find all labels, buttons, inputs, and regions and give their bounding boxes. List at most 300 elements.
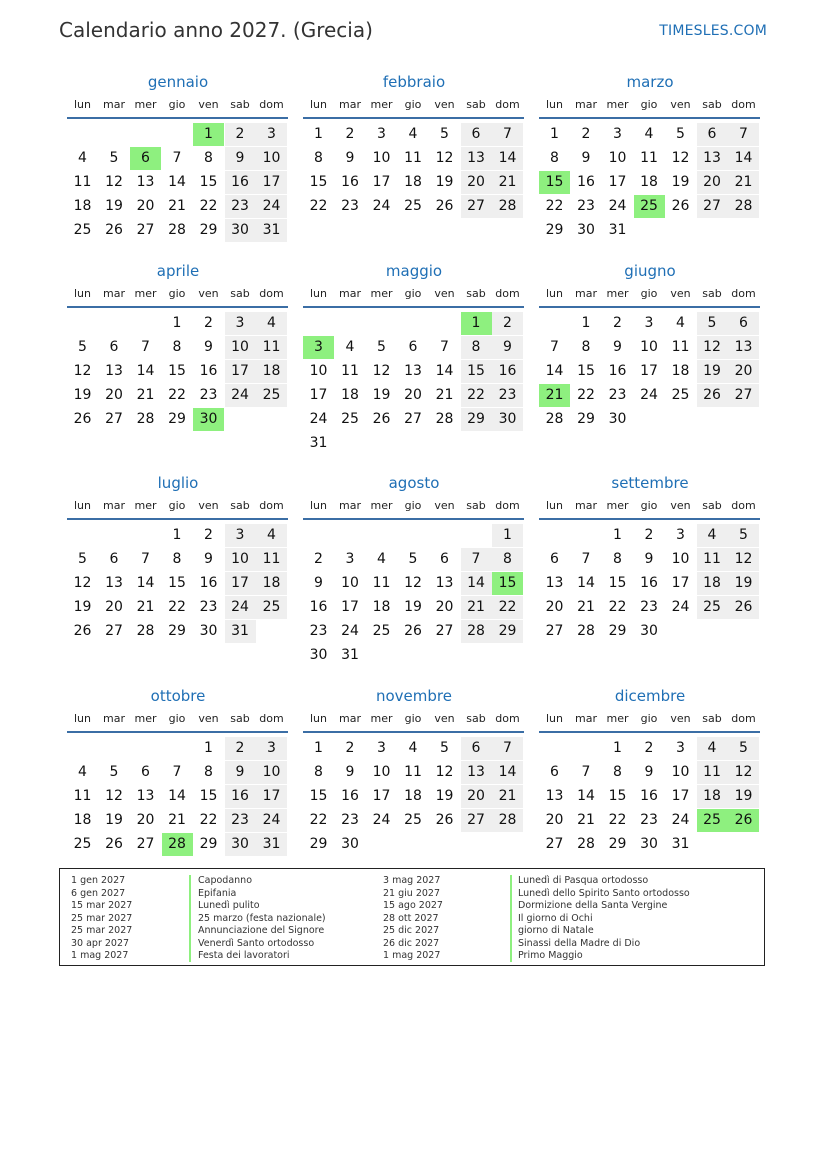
day-cell: 16 [199,363,218,379]
day-cell: 25 [404,812,422,828]
weekday-header: mar [575,287,597,300]
day-cell: 1 [613,527,622,543]
weekday-header: sab [230,98,250,111]
weekday-header: mar [339,712,361,725]
day-cell: 28 [728,195,759,218]
day-cell: 25 [341,411,359,427]
legend-name: giorno di Natale [518,925,594,936]
day-cell: 19 [404,599,422,615]
day-cell: 19 [372,387,391,403]
legend-date: 26 dic 2027 [383,937,440,949]
day-cell: 16 [225,171,256,194]
day-cell: 5 [109,150,119,166]
day-cell: 22 [492,596,523,619]
day-cell: 2 [345,740,355,756]
legend-name: Lunedì dello Spirito Santo ortodosso [518,887,690,899]
day-cell: 12 [372,363,391,379]
day-cell: 1 [550,126,559,142]
day-cell: 1 [314,126,323,142]
day-cell: 14 [492,761,523,784]
day-cell: 20 [136,812,155,828]
day-cell: 8 [204,150,213,166]
weekday-header: lun [74,98,91,111]
holiday-legend [59,868,765,966]
weekday-header: lun [74,712,91,725]
day-cell: 21 [492,785,523,808]
legend-name: 25 marzo (festa nazionale) [198,912,326,924]
weekday-header: mer [134,499,157,512]
day-cell: 6 [461,123,492,146]
page-title: Calendario anno 2027. (Grecia) [59,18,373,42]
weekday-header: mer [606,712,629,725]
day-cell: 7 [461,548,492,571]
day-cell: 15 [608,575,627,591]
weekday-header: sab [230,712,250,725]
day-cell: 27 [545,623,564,639]
day-cell: 23 [199,387,218,403]
month-header-rule [539,731,760,733]
day-cell: 6 [550,551,559,567]
day-cell: 21 [577,812,595,828]
month-name: dicembre [614,687,686,705]
day-cell: 9 [314,575,323,591]
day-cell: 2 [225,737,256,760]
weekday-header: ven [434,712,455,725]
day-cell: 28 [492,195,523,218]
weekday-header: dom [495,712,520,725]
weekday-header: mer [606,287,629,300]
day-cell: 11 [372,575,391,591]
holiday-day-cell: 15 [539,171,570,194]
day-cell: 3 [225,312,256,335]
day-cell: 31 [256,219,287,242]
weekday-header: dom [259,98,284,111]
day-cell: 9 [644,551,654,567]
weekday-header: lun [310,287,327,300]
weekday-header: gio [640,712,658,725]
day-cell: 25 [697,596,728,619]
day-cell: 16 [640,788,658,804]
holiday-day-cell: 3 [303,336,334,359]
day-cell: 13 [545,788,564,804]
weekday-header: gio [168,499,186,512]
day-cell: 23 [577,198,595,214]
day-cell: 8 [172,339,182,355]
legend-date: 6 gen 2027 [71,887,126,899]
month-header-rule [67,731,288,733]
day-cell: 11 [640,150,658,166]
day-cell: 29 [545,222,564,238]
month-name: agosto [388,474,440,492]
day-cell: 15 [168,575,186,591]
day-cell: 9 [225,761,256,784]
day-cell: 17 [372,788,391,804]
day-cell: 8 [550,150,559,166]
month-name: ottobre [150,687,206,705]
day-cell: 9 [492,336,523,359]
day-cell: 5 [440,740,449,756]
weekday-header: lun [310,98,327,111]
day-cell: 27 [105,623,123,639]
day-cell: 22 [199,812,218,828]
day-cell: 13 [404,363,422,379]
weekday-header: gio [168,712,186,725]
month-name: luglio [157,474,199,492]
day-cell: 21 [492,171,523,194]
legend-date: 25 dic 2027 [383,925,440,936]
legend-name: Capodanno [198,875,253,886]
day-cell: 21 [435,387,454,403]
day-cell: 19 [671,174,690,190]
day-cell: 9 [204,339,213,355]
day-cell: 6 [440,551,449,567]
day-cell: 27 [461,195,492,218]
weekday-header: sab [466,98,486,111]
legend-name: Lunedì pulito [198,900,260,911]
day-cell: 13 [461,147,492,170]
weekday-header: ven [670,98,691,111]
day-cell: 8 [172,551,182,567]
day-cell: 1 [204,740,213,756]
legend-name: Venerdì Santo ortodosso [198,937,315,949]
day-cell: 29 [461,408,492,431]
day-cell: 27 [435,623,454,639]
day-cell: 18 [697,572,728,595]
weekday-header: lun [74,287,91,300]
weekday-header: gio [404,499,422,512]
day-cell: 18 [671,363,690,379]
day-cell: 26 [697,384,728,407]
day-cell: 25 [73,222,92,238]
day-cell: 11 [73,788,92,804]
day-cell: 4 [256,312,287,335]
day-cell: 12 [728,548,759,571]
day-cell: 11 [671,339,690,355]
day-cell: 17 [225,572,256,595]
day-cell: 3 [256,737,287,760]
weekday-header: ven [198,712,219,725]
weekday-header: gio [404,712,422,725]
weekday-header: dom [731,98,756,111]
day-cell: 23 [492,384,523,407]
day-cell: 3 [225,524,256,547]
day-cell: 20 [404,387,422,403]
month-header-rule [67,306,288,308]
day-cell: 28 [136,623,155,639]
legend-name: Lunedì di Pasqua ortodosso [518,875,649,886]
day-cell: 12 [73,575,92,591]
day-cell: 2 [492,312,523,335]
day-cell: 3 [676,740,685,756]
day-cell: 3 [644,315,654,331]
month-header-rule [303,731,524,733]
day-cell: 22 [199,198,218,214]
day-cell: 24 [372,812,391,828]
weekday-header: dom [259,499,284,512]
day-cell: 29 [577,411,595,427]
day-cell: 11 [404,150,422,166]
weekday-header: mar [575,712,597,725]
day-cell: 7 [141,339,150,355]
day-cell: 24 [671,599,690,615]
day-cell: 28 [577,623,595,639]
day-cell: 6 [461,737,492,760]
weekday-header: ven [434,287,455,300]
day-cell: 16 [199,575,218,591]
day-cell: 19 [435,174,454,190]
legend-date: 30 apr 2027 [71,937,130,949]
day-cell: 30 [640,623,658,639]
day-cell: 2 [204,315,213,331]
day-cell: 19 [697,360,728,383]
weekday-header: dom [259,712,284,725]
day-cell: 10 [225,548,256,571]
day-cell: 14 [168,174,186,190]
day-cell: 5 [377,339,386,355]
day-cell: 6 [550,764,559,780]
weekday-header: gio [168,98,186,111]
day-cell: 17 [372,174,391,190]
day-cell: 23 [199,599,218,615]
legend-bar-left [189,875,191,962]
day-cell: 30 [492,408,523,431]
day-cell: 8 [314,764,323,780]
day-cell: 19 [73,599,92,615]
weekday-header: mar [339,98,361,111]
day-cell: 5 [440,126,449,142]
day-cell: 18 [73,812,92,828]
day-cell: 25 [256,596,287,619]
day-cell: 1 [172,315,182,331]
day-cell: 11 [73,174,92,190]
day-cell: 8 [613,551,622,567]
day-cell: 16 [608,363,627,379]
weekday-header: sab [702,98,722,111]
day-cell: 31 [225,620,256,643]
day-cell: 3 [377,740,386,756]
day-cell: 13 [105,363,123,379]
day-cell: 8 [492,548,523,571]
day-cell: 17 [640,363,658,379]
day-cell: 14 [136,363,155,379]
day-cell: 27 [545,836,564,852]
day-cell: 14 [168,788,186,804]
month-header-rule [67,117,288,119]
day-cell: 17 [225,360,256,383]
day-cell: 20 [435,599,454,615]
day-cell: 22 [168,599,186,615]
day-cell: 10 [256,761,287,784]
day-cell: 17 [671,788,690,804]
legend-bar-right [510,875,512,962]
day-cell: 23 [225,809,256,832]
weekday-header: sab [702,499,722,512]
day-cell: 13 [105,575,123,591]
day-cell: 21 [461,596,492,619]
legend-name: Dormizione della Santa Vergine [518,900,668,911]
day-cell: 10 [671,764,690,780]
month-name: novembre [376,687,452,705]
day-cell: 27 [461,809,492,832]
holiday-day-cell: 6 [130,147,161,170]
day-cell: 22 [168,387,186,403]
month-name: giugno [624,262,676,280]
day-cell: 26 [728,596,759,619]
weekday-header: lun [546,98,563,111]
month-header-rule [539,306,760,308]
legend-date: 21 giu 2027 [383,887,440,899]
holiday-day-cell: 25 [697,809,728,832]
day-cell: 12 [435,150,454,166]
day-cell: 11 [697,761,728,784]
day-cell: 22 [608,812,627,828]
day-cell: 22 [461,384,492,407]
day-cell: 14 [577,788,595,804]
day-cell: 12 [105,174,123,190]
day-cell: 17 [256,171,287,194]
day-cell: 2 [314,551,323,567]
holiday-day-cell: 25 [634,195,665,218]
day-cell: 30 [577,222,595,238]
day-cell: 8 [314,150,323,166]
legend-name: Festa dei lavoratori [198,950,290,961]
day-cell: 10 [256,147,287,170]
day-cell: 11 [256,336,287,359]
day-cell: 19 [105,812,123,828]
day-cell: 1 [613,740,622,756]
weekday-header: gio [404,287,422,300]
weekday-header: mar [575,499,597,512]
day-cell: 4 [644,126,654,142]
day-cell: 29 [199,222,218,238]
day-cell: 4 [256,524,287,547]
weekday-header: mer [370,499,393,512]
day-cell: 25 [404,198,422,214]
day-cell: 2 [225,123,256,146]
day-cell: 5 [408,551,418,567]
weekday-header: mer [370,98,393,111]
site-link[interactable]: TIMESLES.COM [659,23,767,39]
day-cell: 12 [671,150,690,166]
day-cell: 18 [256,360,287,383]
day-cell: 24 [608,198,627,214]
day-cell: 30 [225,219,256,242]
day-cell: 8 [613,764,622,780]
day-cell: 1 [492,524,523,547]
day-cell: 28 [435,411,454,427]
day-cell: 8 [461,336,492,359]
day-cell: 6 [109,339,119,355]
weekday-header: lun [546,712,563,725]
day-cell: 12 [73,363,92,379]
day-cell: 10 [608,150,627,166]
day-cell: 5 [78,551,87,567]
day-cell: 12 [728,761,759,784]
day-cell: 12 [105,788,123,804]
weekday-header: gio [640,499,658,512]
day-cell: 3 [676,527,685,543]
weekday-header: ven [198,499,219,512]
day-cell: 5 [676,126,685,142]
weekday-header: lun [74,499,91,512]
day-cell: 3 [613,126,622,142]
day-cell: 14 [435,363,454,379]
day-cell: 11 [256,548,287,571]
day-cell: 23 [341,198,359,214]
day-cell: 15 [199,788,218,804]
day-cell: 23 [640,812,658,828]
day-cell: 2 [613,315,622,331]
day-cell: 22 [309,198,328,214]
day-cell: 6 [697,123,728,146]
day-cell: 2 [644,740,654,756]
day-cell: 24 [640,387,658,403]
day-cell: 11 [697,548,728,571]
legend-date: 15 mar 2027 [71,900,133,911]
day-cell: 28 [461,620,492,643]
legend-name: Epifania [198,887,237,899]
day-cell: 20 [545,599,564,615]
day-cell: 4 [78,764,87,780]
month-header-rule [67,518,288,520]
day-cell: 31 [341,647,359,663]
day-cell: 4 [697,524,728,547]
day-cell: 26 [372,411,391,427]
weekday-header: mar [103,712,125,725]
day-cell: 29 [168,623,186,639]
day-cell: 21 [136,387,155,403]
weekday-header: mer [370,712,393,725]
weekday-header: mar [575,98,597,111]
day-cell: 28 [136,411,155,427]
holiday-day-cell: 1 [461,312,492,335]
day-cell: 10 [640,339,658,355]
day-cell: 19 [728,785,759,808]
day-cell: 30 [225,833,256,856]
month-name: aprile [156,262,200,280]
day-cell: 13 [545,575,564,591]
day-cell: 10 [309,363,328,379]
weekday-header: mer [134,287,157,300]
day-cell: 6 [408,339,418,355]
day-cell: 12 [435,764,454,780]
day-cell: 30 [199,623,218,639]
day-cell: 9 [644,764,654,780]
weekday-header: sab [702,712,722,725]
day-cell: 26 [404,623,422,639]
day-cell: 20 [136,198,155,214]
day-cell: 29 [492,620,523,643]
weekday-header: mar [103,98,125,111]
day-cell: 20 [697,171,728,194]
day-cell: 15 [309,788,328,804]
month-name: marzo [626,73,674,91]
day-cell: 13 [728,336,759,359]
day-cell: 25 [372,623,391,639]
day-cell: 24 [256,809,287,832]
day-cell: 10 [372,150,391,166]
day-cell: 26 [105,836,123,852]
day-cell: 29 [608,836,627,852]
day-cell: 18 [73,198,92,214]
day-cell: 27 [697,195,728,218]
weekday-header: sab [230,287,250,300]
day-cell: 17 [608,174,627,190]
day-cell: 4 [408,740,418,756]
day-cell: 7 [492,123,523,146]
legend-names-right [518,875,690,963]
legend-date: 3 mag 2027 [383,875,441,886]
